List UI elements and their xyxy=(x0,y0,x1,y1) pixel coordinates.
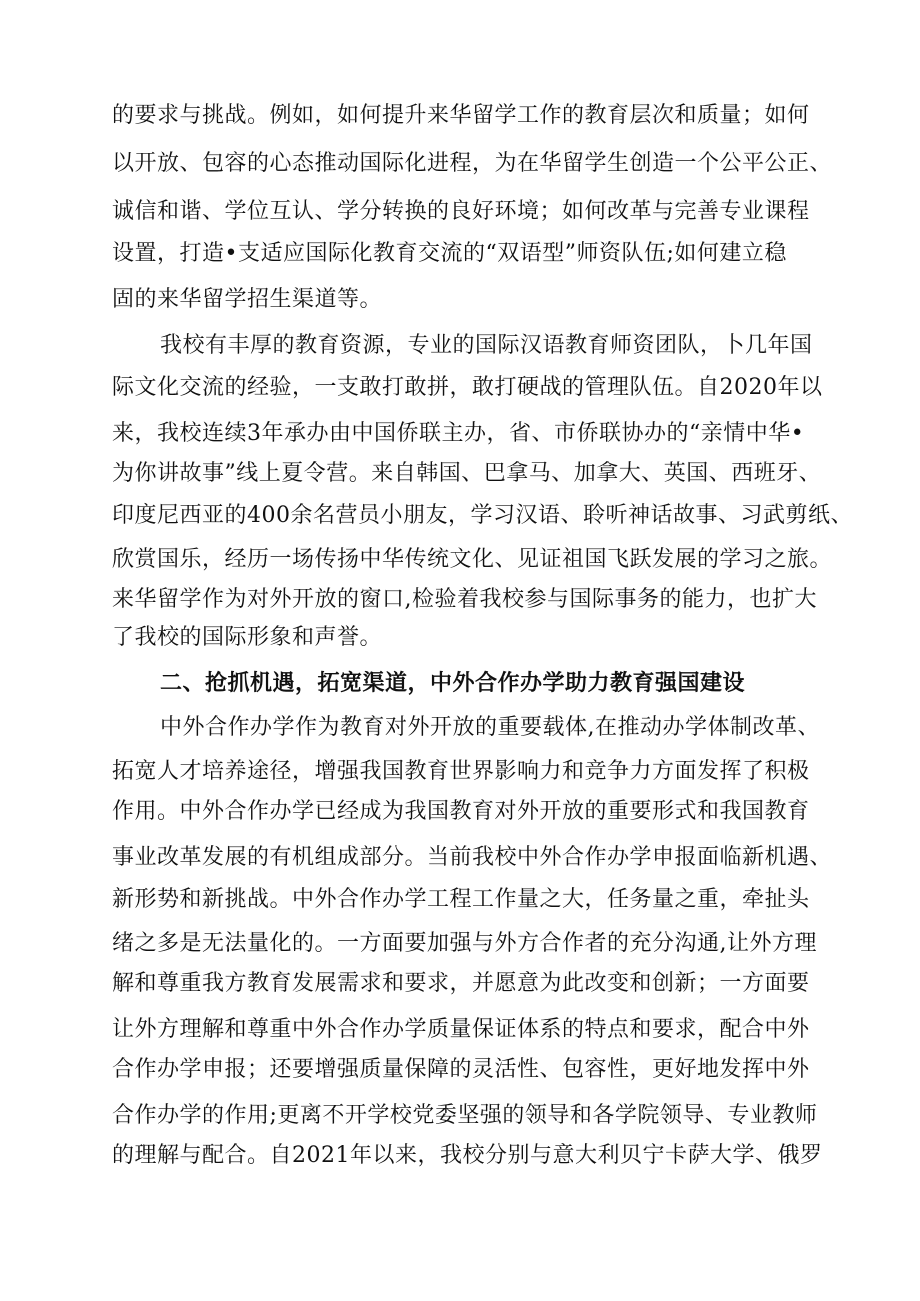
paragraph-line: 的要求与挑战。例如，如何提升来华留学工作的教育层次和质量；如何 xyxy=(112,103,810,128)
paragraph-line: 固的来华留学招生渠道等。 xyxy=(112,287,383,312)
paragraph-line: 印度尼西亚的400余名营员小朋友，学习汉语、聆听神话故事、习武剪纸、 xyxy=(112,503,853,528)
paragraph-line: 事业改革发展的有机组成部分。当前我校中外合作办学申报面临新机遇、 xyxy=(112,845,833,870)
paragraph-line: 的理解与配合。自2021年以来，我校分别与意大利贝宁卡萨大学、俄罗 xyxy=(112,1143,823,1168)
paragraph-line: 作用。中外合作办学已经成为我国教育对外开放的重要形式和我国教育 xyxy=(112,799,810,824)
paragraph-line: 合作办学的作用;更离不开学校党委坚强的领导和各学院领导、专业教师 xyxy=(112,1103,818,1128)
paragraph-line: 中外合作办学作为教育对外开放的重要载体,在推动办学体制改革、 xyxy=(160,715,820,740)
paragraph-line: 我校有丰厚的教育资源，专业的国际汉语教育师资团队，卜几年国 xyxy=(160,333,813,358)
paragraph-line: 解和尊重我方教育发展需求和要求，并愿意为此改变和创新；一方面要 xyxy=(112,971,810,996)
paragraph-line: 绪之多是无法量化的。一方面要加强与外方合作者的充分沟通,让外方理 xyxy=(112,931,817,956)
paragraph-line: 合作办学申报；还要增强质量保障的灵活性、包容性，更好地发挥中外 xyxy=(112,1057,810,1082)
paragraph-line: 为你讲故事”线上夏令营。来自韩国、巴拿马、加拿大、英国、西班牙、 xyxy=(112,461,822,486)
paragraph-line: 际文化交流的经验，一支敢打敢拼，敢打硬战的管理队伍。自2020年以 xyxy=(112,375,823,400)
paragraph-line: 拓宽人才培养途径，增强我国教育世界影响力和竞争力方面发挥了积极 xyxy=(112,759,810,784)
paragraph-line: 了我校的国际形象和声誉。 xyxy=(112,625,383,650)
paragraph-line: 让外方理解和尊重中外合作办学质量保证体系的特点和要求，配合中外 xyxy=(112,1017,810,1042)
paragraph-line: 以开放、包容的心态推动国际化进程，为在华留学生创造一个公平公正、 xyxy=(112,151,833,176)
paragraph-line: 新形势和新挑战。中外合作办学工程工作量之大，任务量之重，牵扯头 xyxy=(112,887,810,912)
paragraph-line: 欣赏国乐，经历一场传扬中华传统文化、见证祖国飞跃发展的学习之旅。 xyxy=(112,547,833,572)
section-heading: 二、抢抓机遇，拓宽渠道，中外合作办学助力教育强国建设 xyxy=(160,671,746,696)
paragraph-line: 诚信和谐、学位互认、学分转换的良好环境；如何改革与完善专业课程 xyxy=(112,199,810,224)
paragraph-line: 设置，打造•支适应国际化教育交流的“双语型”师资队伍;如何建立稳 xyxy=(112,241,787,266)
paragraph-line: 来，我校连续3年承办由中国侨联主办，省、市侨联协办的“亲情中华• xyxy=(112,421,805,446)
paragraph-line: 来华留学作为对外开放的窗口,检验着我校参与国际事务的能力，也扩大 xyxy=(112,587,817,612)
